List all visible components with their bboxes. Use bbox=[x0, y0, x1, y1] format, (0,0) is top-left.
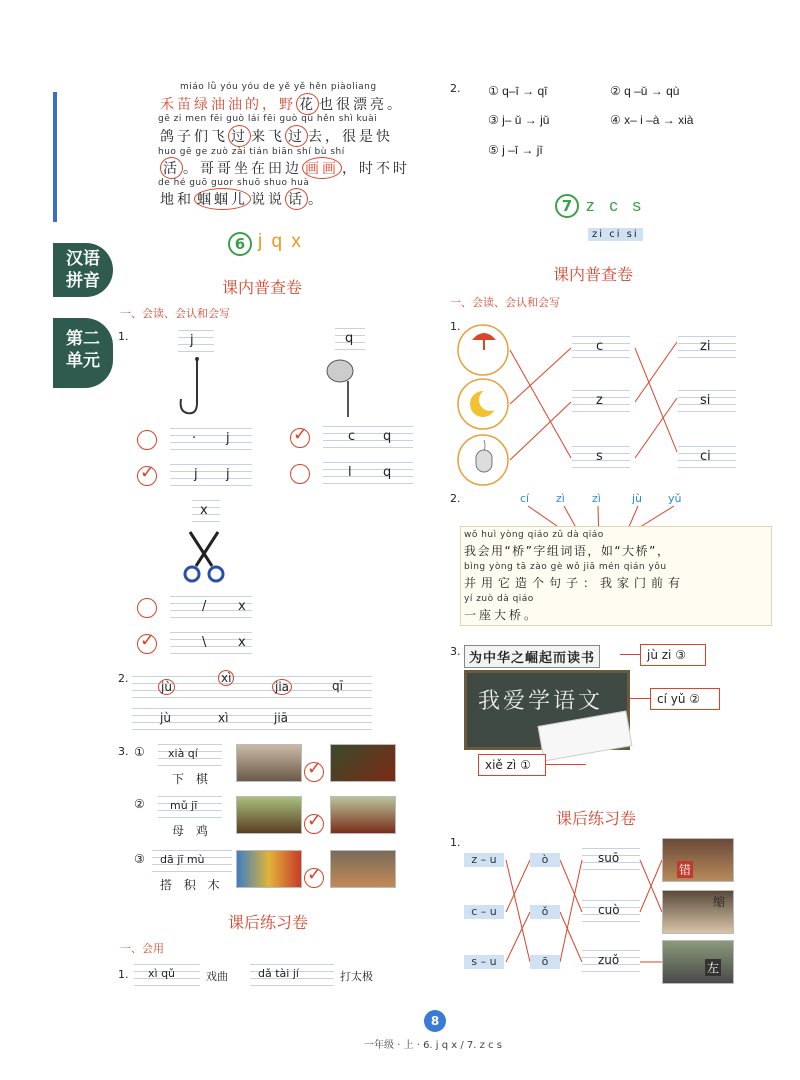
umbrella-icon bbox=[470, 330, 498, 350]
writing-lines bbox=[178, 330, 214, 352]
writing-lines bbox=[678, 390, 736, 412]
letter: l bbox=[348, 465, 352, 480]
tab-unit-two[interactable] bbox=[53, 318, 113, 388]
pointer-line bbox=[546, 764, 586, 765]
syllable: zuǒ bbox=[598, 953, 620, 967]
photo-road bbox=[662, 940, 734, 984]
subsection-heading: 一、会用 bbox=[120, 942, 164, 955]
poem-circled-char: 蝈蝈儿 bbox=[194, 188, 251, 210]
photo-turtle bbox=[662, 890, 734, 934]
poem-text: 也很漂亮。 bbox=[319, 97, 404, 113]
tone-box: ō bbox=[530, 955, 560, 969]
syllable: xì bbox=[218, 711, 229, 725]
poem-circled-char: 活 bbox=[160, 157, 183, 179]
writing-lines bbox=[158, 744, 222, 766]
photo-kids bbox=[330, 850, 396, 888]
letter: j bbox=[190, 333, 194, 348]
sentence-line: 我会用“桥”字组词语，如“大桥”， bbox=[464, 544, 671, 558]
letter: x bbox=[238, 635, 246, 650]
tab-pinyin-label: 汉语 拼音 bbox=[66, 249, 100, 291]
letter: c bbox=[596, 339, 604, 354]
hanzi: 下 棋 bbox=[172, 772, 212, 786]
section-letters: z c s bbox=[586, 196, 646, 215]
hanzi: 母 鸡 bbox=[172, 824, 212, 838]
writing-lines bbox=[158, 796, 222, 818]
formula: ① q–ī → qī bbox=[488, 84, 548, 98]
answer-checkbox[interactable] bbox=[304, 814, 324, 834]
letter: j bbox=[194, 467, 198, 482]
writing-lines bbox=[132, 671, 372, 698]
writing-lines bbox=[323, 462, 413, 484]
poem-text: ，时不时 bbox=[342, 161, 410, 177]
hanzi: 搭 积 木 bbox=[160, 878, 224, 892]
poem-circled-char: 过 bbox=[285, 125, 308, 147]
page-number: 8 bbox=[424, 1010, 446, 1032]
answer-checkbox[interactable] bbox=[137, 430, 157, 450]
writing-lines bbox=[170, 632, 252, 654]
photo-caption: 左 bbox=[707, 961, 720, 975]
board-text: 我爱学语文 bbox=[478, 689, 604, 714]
photo-blocks bbox=[236, 850, 302, 888]
syllable-tags: zi ci si bbox=[588, 228, 643, 241]
writing-lines bbox=[572, 446, 630, 468]
poem-text: 去，很是快 bbox=[308, 129, 393, 145]
section-title: 课后练习卷 bbox=[556, 809, 637, 828]
letter: s bbox=[596, 449, 603, 464]
pinyin-option: jù bbox=[632, 492, 643, 505]
poem-line-2 bbox=[160, 125, 393, 147]
letter: j bbox=[226, 431, 230, 446]
item-number: ③ bbox=[134, 852, 145, 866]
photo-hen bbox=[236, 796, 302, 834]
syllable: jiā bbox=[274, 711, 289, 725]
answer-checkbox[interactable] bbox=[290, 464, 310, 484]
poem-pinyin-4: de hé guō guor shuō shuo huà bbox=[158, 178, 310, 188]
syllable: si bbox=[700, 393, 711, 408]
answer-checkbox[interactable] bbox=[137, 634, 157, 654]
poem-line-4 bbox=[160, 188, 325, 210]
photo-chess bbox=[236, 744, 302, 782]
writing-lines bbox=[152, 850, 232, 872]
poem-char: 禾苗绿油油的，野 bbox=[160, 97, 296, 113]
poem-text: 说说 bbox=[251, 192, 285, 208]
hook-icon bbox=[175, 355, 215, 417]
writing-lines bbox=[170, 464, 252, 486]
subsection-heading: 一、会读、会认和会写 bbox=[120, 307, 230, 320]
writing-lines bbox=[335, 328, 365, 350]
syllable: ci bbox=[700, 449, 711, 464]
writing-lines bbox=[572, 336, 630, 358]
pinyin: mǔ jī bbox=[170, 799, 198, 812]
syllable: jia bbox=[272, 679, 292, 695]
poem-text: 来飞 bbox=[251, 129, 285, 145]
letter: c bbox=[348, 429, 356, 444]
answer-checkbox[interactable] bbox=[290, 428, 310, 448]
poem-line-1 bbox=[160, 93, 404, 115]
answer-checkbox[interactable] bbox=[137, 466, 157, 486]
question-number: 1. bbox=[450, 320, 461, 333]
section-title: 课后练习卷 bbox=[228, 913, 309, 932]
tone-box: ò bbox=[530, 853, 560, 867]
poem-circled-char: 画画 bbox=[302, 157, 342, 179]
question-number: 3. bbox=[118, 745, 129, 758]
section-letters: j q x bbox=[258, 231, 303, 252]
initial-final-box: s – u bbox=[464, 955, 504, 969]
poem-pinyin-1: miáo lǜ yóu yóu de yě yě hěn piàoliang bbox=[180, 82, 377, 92]
writing-lines bbox=[170, 596, 252, 618]
section-number-badge: 6 bbox=[228, 232, 252, 256]
question-number: 2. bbox=[450, 492, 461, 505]
pinyin: xì qǔ bbox=[148, 967, 176, 980]
question-number: 2. bbox=[450, 82, 461, 95]
item-number: ① bbox=[134, 745, 145, 759]
question-number: 1. bbox=[450, 836, 461, 849]
tab-pinyin[interactable] bbox=[53, 243, 113, 297]
butterfly-net-icon bbox=[322, 355, 362, 419]
photo-caption: 缩 bbox=[713, 895, 726, 909]
sentence-line: 一座大桥。 bbox=[464, 608, 540, 622]
answer-checkbox[interactable] bbox=[304, 762, 324, 782]
section-title: 课内普查卷 bbox=[553, 265, 634, 284]
letter: q bbox=[345, 331, 354, 346]
pinyin-line: yí zuò dà qiáo bbox=[464, 594, 534, 604]
poem-pinyin-2: gē zi men fēi guò lái fēi guò qù hěn shì kuài bbox=[158, 114, 378, 124]
poem-text: 地和 bbox=[160, 192, 194, 208]
syllable: jù bbox=[160, 711, 171, 725]
pinyin-line: wǒ huì yòng qiáo zǔ dà qiáo bbox=[464, 530, 604, 540]
answer-checkbox[interactable] bbox=[304, 868, 324, 888]
writing-lines bbox=[323, 426, 413, 448]
writing-lines bbox=[582, 950, 640, 972]
syllable: jù bbox=[158, 679, 175, 695]
scissors-icon bbox=[178, 530, 230, 586]
tab-unit-label: 第二 单元 bbox=[66, 329, 100, 371]
writing-lines bbox=[170, 428, 252, 450]
syllable: zi bbox=[700, 339, 711, 354]
poem-pinyin-3: huo gē ge zuò zài tián biān shí bù shí bbox=[158, 147, 345, 157]
formula: ⑤ j –ī → jī bbox=[488, 143, 543, 157]
letter: \ bbox=[202, 635, 207, 650]
pinyin-option: zì bbox=[592, 492, 601, 505]
pinyin: xià qí bbox=[168, 747, 198, 760]
subsection-heading: 一、会读、会认和会写 bbox=[450, 296, 560, 309]
initial-final-box: z – u bbox=[464, 853, 504, 867]
writing-lines bbox=[582, 848, 640, 870]
writing-lines bbox=[192, 500, 220, 522]
letter: x bbox=[200, 503, 208, 518]
page-caption: 一年级 · 上 · 6. j q x / 7. z c s bbox=[364, 1040, 502, 1051]
initial-final-box: c – u bbox=[464, 905, 504, 919]
mouse-icon bbox=[472, 440, 496, 478]
letter: j bbox=[226, 467, 230, 482]
photo-game bbox=[330, 744, 396, 782]
pointer-line bbox=[630, 698, 650, 699]
formula: ② q –ǔ → qù bbox=[610, 84, 680, 98]
pinyin-option: cí bbox=[520, 492, 530, 505]
pinyin-option: zì bbox=[556, 492, 565, 505]
writing-lines bbox=[134, 964, 200, 986]
question-number: 3. bbox=[450, 645, 461, 658]
poem-circled-char: 花 bbox=[296, 93, 319, 115]
letter: z bbox=[596, 393, 603, 408]
formula: ④ x– i –à → xià bbox=[610, 113, 694, 127]
question-number: 1. bbox=[118, 968, 129, 981]
photo-sign bbox=[662, 838, 734, 882]
syllable: xì bbox=[218, 670, 234, 686]
hanzi: 戏曲 bbox=[206, 970, 228, 983]
poem-text: 鸽子们飞 bbox=[160, 129, 228, 145]
sentence-line: 并用它造个句子：我家门前有 bbox=[464, 576, 686, 590]
writing-lines bbox=[678, 446, 736, 468]
answer-box: jù zi ③ bbox=[640, 644, 706, 666]
margin-bar bbox=[53, 92, 57, 222]
letter: / bbox=[202, 599, 207, 614]
question-number: 1. bbox=[118, 330, 129, 343]
poem-text: 。 bbox=[308, 192, 325, 208]
poem-line-3 bbox=[160, 157, 410, 179]
answer-box: xiě zì ① bbox=[478, 754, 546, 776]
pointer-line bbox=[620, 654, 640, 655]
writing-lines bbox=[582, 900, 640, 922]
hanzi: 打太极 bbox=[340, 970, 373, 983]
writing-lines bbox=[572, 390, 630, 412]
tone-box: ǒ bbox=[530, 905, 560, 919]
writing-lines bbox=[250, 964, 334, 986]
pinyin-line: bìng yòng tā zào gè wǒ jiā mén qián yǒu bbox=[464, 562, 667, 572]
answer-checkbox[interactable] bbox=[137, 598, 157, 618]
poem-text: 。哥哥坐在田边 bbox=[183, 161, 302, 177]
moon-icon bbox=[468, 388, 498, 424]
banner: 为中华之崛起而读书 bbox=[464, 645, 600, 668]
section-number-badge: 7 bbox=[555, 194, 579, 218]
syllable: suō bbox=[598, 851, 620, 865]
photo-caption: 错 bbox=[679, 863, 692, 877]
letter: q bbox=[383, 465, 392, 480]
writing-lines bbox=[132, 708, 372, 730]
question-number: 2. bbox=[118, 672, 129, 685]
formula: ③ j– ǔ → jǔ bbox=[488, 113, 550, 127]
poem-circled-char: 过 bbox=[228, 125, 251, 147]
writing-lines bbox=[678, 336, 736, 358]
letter: x bbox=[238, 599, 246, 614]
poem-circled-char: 话 bbox=[285, 188, 308, 210]
answer-box: cí yǔ ② bbox=[650, 688, 720, 710]
section-title: 课内普查卷 bbox=[222, 278, 303, 297]
pinyin: dā jī mù bbox=[160, 853, 205, 866]
syllable: cuò bbox=[598, 903, 620, 917]
item-number: ② bbox=[134, 797, 145, 811]
syllable: qī bbox=[332, 679, 343, 693]
photo-rooster bbox=[330, 796, 396, 834]
pinyin: dǎ tài jí bbox=[258, 967, 299, 980]
pinyin-option: yǔ bbox=[668, 492, 682, 505]
letter: · bbox=[192, 431, 197, 446]
letter: q bbox=[383, 429, 392, 444]
